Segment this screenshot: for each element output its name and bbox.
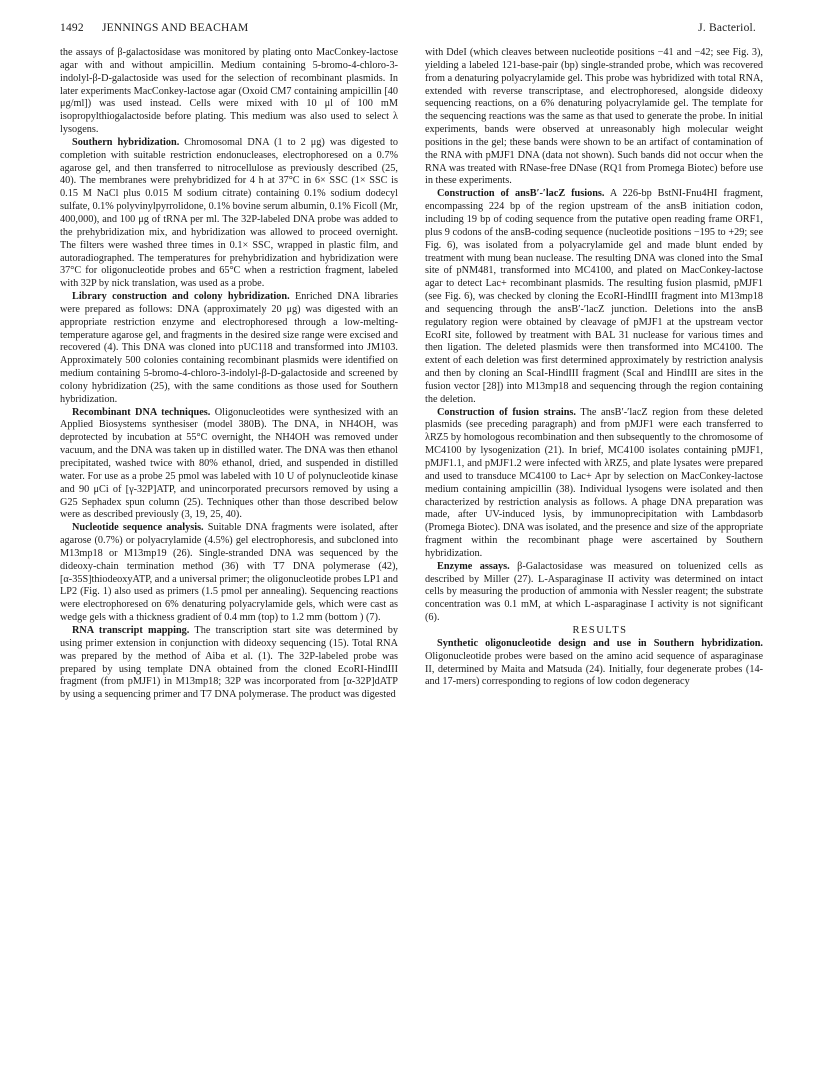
- paragraph-body: Oligonucleotides were synthesized with an Applied Biosystems synthesiser (model 380B). The DNA, in NH4OH, was deprotected by incubation at 55°C overnight, the NH4OH was removed under vacuum, and the DNA was taken up in distilled water. The DNA was then ethanol precipitated, washed twice with 80% ethanol, dried, and suspended in distilled water. For use as a probe 25 pmol was labeled with 10 U of polynucleotide kinase and 90 μCi of [γ-32P]ATP, and unincorporated precursors removed by using a G25 Sephadex spun column (25). Techniques other than those described below were as described previously (3, 19, 25, 40).: [60, 406, 398, 521]
- paragraph-fusion-construction: [425, 188, 763, 406]
- paragraph-continued: with DdeI (which cleaves between nucleotide positions −41 and −42; see Fig. 3), yielding a labeled 121-base-pair (bp) single-stranded probe, which was recovered from a denaturing polyacrylamide gel. This probe was hybridized with total RNA, extended with reverse transcriptase, and electrophoresed, alongside dideoxy sequencing reactions, on a 6% denaturing polyacrylamide gel. The template for the sequencing reactions was the same as that used to generate the probe. In initial experiments, bands were observed at unreasonably high molecular weight positions in the gel; these bands were shown to be an artifact of contamination of the RNA with pMJF1 DNA (data not shown). Such bands did not occur when the RNA was treated with RNase-free DNase (RQ1 from Promega Biotec) before use in these experiments.: [425, 47, 763, 187]
- running-authors: JENNINGS AND BEACHAM: [102, 22, 249, 34]
- paragraph-body: The ansB′-′lacZ region from these deleted plasmids (see preceding paragraph) and from pMJF1 were each transferred to λRZ5 by homologous recombination and then subsequently to the chromosome of MC4100 by lysogenization (21). In brief, MC4100 isolates containing pMJF1, pMJF1.1, and pMJF1.2 were infected with λRZ5, and plate lysates were prepared and used to transduce MC4100 to Lac+ Apr by selection on MacConkey-lactose medium containing ampicillin (38). Individual lysogens were isolated and then characterized by restriction analysis as follows. A phage DNA preparation was made, after UV-induced lysis, by immunoprecipitation with Lambdasorb (Promega Biotec). DNA was isolated, and the presence and size of the appropriate fragment within the recombinant phage were ascertained by Southern hybridization.: [425, 406, 763, 559]
- paragraph-southern-hybridization: [60, 137, 398, 291]
- section-heading: Recombinant DNA techniques.: [72, 406, 211, 418]
- paragraph-library-construction: [60, 291, 398, 407]
- section-heading: Construction of fusion strains.: [437, 406, 576, 418]
- left-column: [60, 47, 398, 702]
- section-heading: Synthetic oligonucleotide design and use in Southern hybridization.: [437, 637, 763, 649]
- paragraph-enzyme-assays: [425, 561, 763, 625]
- paragraph-body: Enriched DNA libraries were prepared as follows: DNA (approximately 20 μg) was digested with an appropriate restriction enzyme and electrophoresed through a low-melting-temperature agarose gel, and fragments in the desired size range were excised and recovered (4). This DNA was cloned into pUC118 and transformed into JM103. Approximately 500 colonies containing recombinant plasmids were identified on medium containing 5-bromo-4-chloro-3-indolyl-β-D-galactoside and screened by colony hybridization (25), with the same conditions as those used for Southern hybridization.: [60, 291, 398, 405]
- journal-name: J. Bacteriol.: [698, 22, 756, 34]
- paragraph-body: The transcription start site was determined by using primer extension in conjunction with dideoxy sequencing (15). Total RNA was prepared by the method of Aiba et al. (1). The 32P-labeled probe was prepared by using template DNA obtained from the cloned EcoRI-HindIII fragment (from pMJF1) in M13mp18; 32P was incorporated from [α-32P]dATP by using a sequencing primer and T7 DNA polymerase. The product was digested: [60, 624, 399, 701]
- paragraph-recombinant-dna: [60, 407, 398, 523]
- running-header: [60, 22, 756, 42]
- paragraph-synthetic-oligonucleotide: [425, 638, 763, 689]
- page-number: 1492: [60, 22, 84, 34]
- paragraph-body: β-Galactosidase was measured on toluenized cells as described by Miller (27). L-Asparaginase II activity was determined on intact cells by measuring the production of ammonia with Nessler reagent; the substrate concentration was 0.1 mM, at which L-asparaginase I activity is not significant (6).: [425, 560, 763, 624]
- paragraph-body: Chromosomal DNA (1 to 2 μg) was digested to completion with suitable restriction endonucleases, electrophoresed on a 0.7% agarose gel, and then transferred to nitrocellulose as previously described (25, 40). The membranes were prehybridized for 4 h at 37°C in 6× SSC (1× SSC is 0.15 M NaCl plus 0.015 M sodium citrate) containing 0.1% sodium dodecyl sulfate, 0.1% polyvinylpyrrolidone, 0.1% bovine serum albumin, 0.1% Ficoll (Mr, 400,000), and 100 μg of tRNA per ml. The 32P-labeled DNA probe was added to the prehybridization mix, and hybridization was allowed to proceed overnight. The filters were washed three times in 0.1× SSC, wrapped in plastic film, and autoradiographed. The temperatures for prehybridization and hybridization were 37°C for oligonucleotide probes and 65°C when a restriction fragment, labeled with 32P by nick translation, was used as a probe.: [60, 136, 398, 290]
- paragraph-nucleotide-sequence: [60, 522, 398, 625]
- paragraph-body: Suitable DNA fragments were isolated, after agarose (0.7%) or polyacrylamide (4.5%) gel electrophoresis, and subcloned into M13mp18 or M13mp19 (26). Single-stranded DNA was sequenced by the dideoxy-chain termination method (36) with T7 DNA polymerase (42), [α-35S]thiodeoxyATP, and a universal primer; the oligonucleotide probes LP1 and LP2 (Fig. 1) also used as primers (1.5 pmol per annealing). Sequencing reactions were electrophoresed on 6% denaturing polyacrylamide gels, which were cast as wedge gels with a thickness gradient of 0.4 mm (top) to 1.2 mm (bottom ) (7).: [60, 522, 398, 624]
- section-heading: Enzyme assays.: [437, 560, 510, 572]
- section-heading: Nucleotide sequence analysis.: [72, 522, 204, 534]
- paragraph-body: A 226-bp BstNI-Fnu4HI fragment, encompassing 224 bp of the region upstream of the ansB initiation codon, including 19 bp of coding sequence from the putative open reading frame ORF1, plus 9 codons of the ansB-coding sequence (nucleotide positions −195 to +29; see Fig. 6), was isolated from a polyacrylamide gel and made blunt ended by treatment with mung bean nuclease. The resulting DNA was cloned into the SmaI site of pNM481, transformed into MC4100, and plated on MacConkey-lactose agar to detect Lac+ recombinant plasmids. The resulting fusion plasmid, pMJF1 (see Fig. 6), was checked by cloning the EcoRI-HindIII fragment into M13mp18 and sequencing through the ansB′-′lacZ junction. Deletions into the ansB regulatory region were obtained by cleavage of pMJF1 at the upstream vector EcoRI site, followed by treatment with BAL 31 nuclease for various times and then ligation. The deleted plasmids were then transformed into MC4100. The extent of each deletion was first determined approximately by restriction analysis and then by cloning an ScaI-HindIII fragment (ScaI and HindIII are sites in the fusion vector [28]) into M13mp18 and sequencing through the region containing the deletion.: [425, 188, 763, 405]
- paragraph-fusion-strains: [425, 407, 763, 561]
- section-heading: Southern hybridization.: [72, 136, 180, 148]
- right-column: [425, 47, 763, 689]
- paragraph-continued: the assays of β-galactosidase was monitored by plating onto MacConkey-lactose agar with and without ampicillin. Medium containing 5-bromo-4-chloro-3-indolyl-β-D-galactoside was used for the selection of recombinant plasmids. In later experiments MacConkey-lactose agar (Oxoid CM7 containing ampicillin [40 μg/ml]) was used instead. Cells were mixed with 10 μl of 100 mM isopropylthiogalactoside before plating. This medium was also used to select λ lysogens.: [60, 47, 398, 136]
- results-section-title: RESULTS: [572, 624, 628, 636]
- section-heading: RNA transcript mapping.: [72, 624, 190, 636]
- section-heading: Library construction and colony hybridization.: [72, 291, 290, 303]
- section-heading: Construction of ansB′-′lacZ fusions.: [437, 188, 605, 200]
- paragraph-rna-transcript: [60, 625, 398, 702]
- paragraph-body: Oligonucleotide probes were based on the amino acid sequence of asparaginase II, determined by Maita and Matsuda (24). Initially, four degenerate probes (14- and 17-mers) corresponding to regions of low codon degeneracy: [425, 650, 763, 688]
